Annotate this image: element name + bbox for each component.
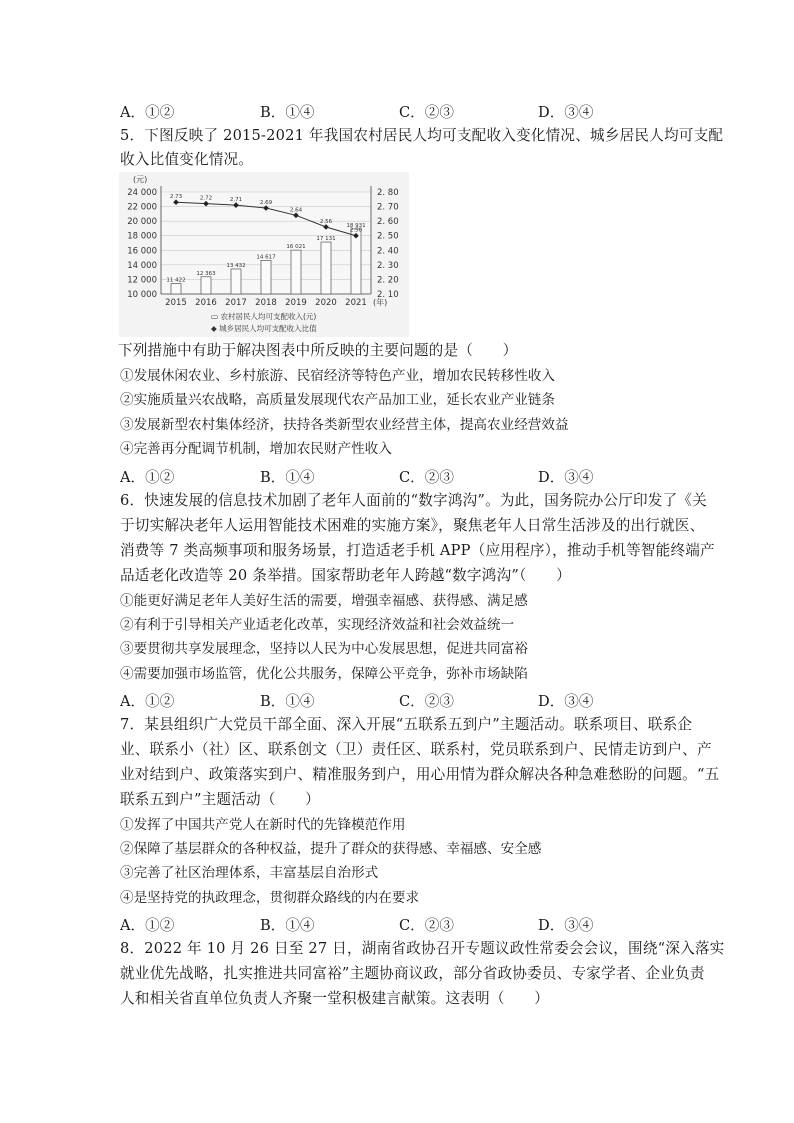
income-bar xyxy=(171,284,181,294)
x-tick-label: 2021 xyxy=(345,298,367,308)
income-bar xyxy=(231,269,241,294)
choice-a[interactable]: A．①② xyxy=(120,917,175,934)
income-chart-svg xyxy=(119,172,409,337)
q8-stem-line-1: 8．2022 年 10 月 26 日至 27 日，湖南省政协召开专题议政性常委会会议，围绕“深入落实 xyxy=(120,940,725,957)
income-bar xyxy=(261,260,271,294)
ratio-value-label: 2.73 xyxy=(169,194,183,201)
choice-d[interactable]: D．③④ xyxy=(538,104,594,121)
y2-tick-label: 2. 20 xyxy=(377,275,399,286)
ratio-value-label: 2.72 xyxy=(199,195,213,202)
bar-value-label: 14 617 xyxy=(256,254,276,261)
legend-line-series: ◆ 城乡居民人均可支配收入比值 xyxy=(211,324,317,333)
q7-stem-line-3: 业对结到户、政策落实到户、精准服务到户，用心用情为群众解决各种急难愁盼的问题。“五 xyxy=(120,766,720,783)
x-tick-label: 2018 xyxy=(255,298,277,308)
choice-c[interactable]: C．②③ xyxy=(399,693,454,710)
choice-d[interactable]: D．③④ xyxy=(538,469,594,486)
y-tick-label: 14 000 xyxy=(127,260,157,271)
income-bar xyxy=(321,242,331,294)
y2-tick-label: 2. 80 xyxy=(377,188,399,198)
income-bar xyxy=(201,277,211,294)
y-tick-label: 24 000 xyxy=(127,188,157,198)
q5-stem-line-1: 5．下图反映了 2015-2021 年我国农村居民人均可支配收入变化情况、城乡居民人均可支配 xyxy=(120,127,724,144)
choice-a[interactable]: A．①② xyxy=(120,469,175,486)
x-tick-label: 2020 xyxy=(315,298,337,308)
y-tick-label: 20 000 xyxy=(127,217,157,228)
q5-option-4: ④完善再分配调节机制，增加农民财产性收入 xyxy=(120,441,392,457)
x-tick-label: 2016 xyxy=(195,298,217,308)
x-tick-label: 2017 xyxy=(225,298,247,308)
y2-tick-label: 2. 70 xyxy=(377,202,399,213)
q7-option-2: ②保障了基层群众的各种权益，提升了群众的获得感、幸福感、安全感 xyxy=(120,841,542,857)
q7-stem-line-4: 联系五到户”主题活动（ ） xyxy=(120,791,320,808)
bar-value-label: 13 432 xyxy=(226,262,246,269)
y-tick-label: 10 000 xyxy=(127,290,157,300)
q8-stem-line-3: 人和相关省直单位负责人齐聚一堂积极建言献策。这表明（ ） xyxy=(120,990,550,1007)
q5-option-2: ②实施质量兴农战略，高质量发展现代农产品加工业，延长农业产业链条 xyxy=(120,392,555,408)
q6-option-3: ③要贯彻共享发展理念，坚持以人民为中心发展思想，促进共同富裕 xyxy=(120,641,528,657)
x-tick-label: 2015 xyxy=(165,298,187,308)
q6-stem-line-2: 于切实解决老年人运用智能技术困难的实施方案》，聚焦老年人日常生活涉及的出行就医、 xyxy=(120,517,705,534)
choice-row-q7 xyxy=(120,914,680,934)
choice-a[interactable]: A．①② xyxy=(120,104,175,121)
q7-option-4: ④是坚持党的执政理念，贯彻群众路线的内在要求 xyxy=(120,890,420,906)
q5-option-3: ③发展新型农村集体经济，扶持各类新型农业经营主体，提高农业经营效益 xyxy=(120,417,569,433)
q7-stem-line-2: 业、联系小（社）区、联系创文（卫）责任区、联系村，党员联系到户、民情走访到户、产 xyxy=(120,741,712,758)
ratio-value-label: 2.71 xyxy=(229,197,243,204)
y2-tick-label: 2. 40 xyxy=(377,246,399,257)
ratio-value-label: 2.64 xyxy=(289,207,303,214)
bar-value-label: 17 131 xyxy=(316,236,336,243)
choice-b[interactable]: B．①④ xyxy=(260,917,315,934)
choice-c[interactable]: C．②③ xyxy=(399,104,454,121)
q5-option-1: ①发展休闲农业、乡村旅游、民宿经济等特色产业，增加农民转移性收入 xyxy=(120,368,555,384)
choice-b[interactable]: B．①④ xyxy=(260,693,315,710)
q6-stem-line-4: 品适老化改造等 20 条举措。国家帮助老年人跨越“数字鸿沟”（ ） xyxy=(120,567,571,584)
y-tick-label: 18 000 xyxy=(127,231,157,242)
q6-option-4: ④需要加强市场监管，优化公共服务，保障公平竞争，弥补市场缺陷 xyxy=(120,666,528,682)
y2-tick-label: 2. 10 xyxy=(377,290,399,300)
income-chart xyxy=(119,172,409,337)
y2-tick-label: 2. 30 xyxy=(377,260,399,271)
q8-stem-line-2: 就业优先战略，扎实推进共同富裕”主题协商议政，部分省政协委员、专家学者、企业负责 xyxy=(120,965,705,982)
x-unit-label: (年) xyxy=(373,298,388,307)
choice-row-q4 xyxy=(120,101,680,121)
q6-option-2: ②有利于引导相关产业适老化改革，实现经济效益和社会效益统一 xyxy=(120,617,515,633)
bar-value-label: 11 422 xyxy=(166,277,186,284)
y-tick-label: 12 000 xyxy=(127,275,157,286)
x-tick-label: 2019 xyxy=(285,298,307,308)
y2-tick-label: 2. 50 xyxy=(377,231,399,242)
legend-bar-series: ▭ 农村居民人均可支配收入(元) xyxy=(211,312,317,321)
choice-a[interactable]: A．①② xyxy=(120,693,175,710)
q5-ask: 下列措施中有助于解决图表中所反映的主要问题的是（ ） xyxy=(118,342,518,359)
choice-b[interactable]: B．①④ xyxy=(260,104,315,121)
choice-c[interactable]: C．②③ xyxy=(399,917,454,934)
bar-value-label: 16 021 xyxy=(286,244,306,251)
q7-option-3: ③完善了社区治理体系，丰富基层自治形式 xyxy=(120,865,379,881)
choice-row-q5 xyxy=(120,466,680,486)
ratio-value-label: 2.56 xyxy=(319,218,333,225)
y-tick-label: 16 000 xyxy=(127,246,157,257)
q5-stem-line-2: 收入比值变化情况。 xyxy=(120,151,254,168)
bar-value-label: 12 363 xyxy=(196,270,216,277)
ratio-value-label: 2.50 xyxy=(349,227,363,234)
q6-option-1: ①能更好满足老年人美好生活的需要，增强幸福感、获得感、满足感 xyxy=(120,593,528,609)
choice-d[interactable]: D．③④ xyxy=(538,917,594,934)
y-tick-label: 22 000 xyxy=(127,202,157,213)
choice-row-q6 xyxy=(120,690,680,710)
q6-stem-line-3: 消费等 7 类高频事项和服务场景，打造适老手机 APP（应用程序），推动手机等智能终端产 xyxy=(120,542,715,559)
choice-b[interactable]: B．①④ xyxy=(260,469,315,486)
q6-stem-line-1: 6．快速发展的信息技术加剧了老年人面前的“数字鸿沟”。为此，国务院办公厅印发了《关 xyxy=(120,492,707,509)
q7-option-1: ①发挥了中国共产党人在新时代的先锋模范作用 xyxy=(120,817,406,833)
ratio-value-label: 2.69 xyxy=(259,200,273,207)
income-bar xyxy=(291,250,301,294)
choice-d[interactable]: D．③④ xyxy=(538,693,594,710)
y-unit-label: (元) xyxy=(133,175,148,184)
choice-c[interactable]: C．②③ xyxy=(399,469,454,486)
income-bar xyxy=(351,229,361,294)
bar-value-label: 18 931 xyxy=(346,222,366,229)
y2-tick-label: 2. 60 xyxy=(377,217,399,228)
q7-stem-line-1: 7．某县组织广大党员干部全面、深入开展“五联系五到户”主题活动。联系项目、联系企 xyxy=(120,716,693,733)
